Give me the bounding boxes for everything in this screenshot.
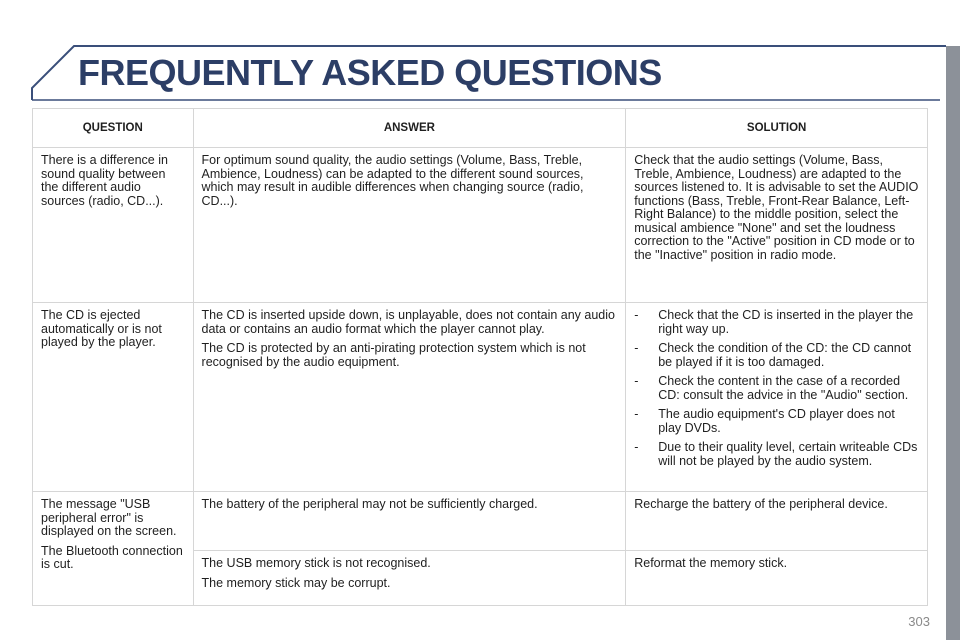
column-header-answer: ANSWER [193,109,626,148]
column-header-question: QUESTION [33,109,194,148]
answer-cell [193,148,626,303]
solution-list-item: - Due to their quality level, certain writeable CDs will not be played by the audio system. [634,441,919,468]
solution-list [634,309,919,468]
solution-cell [626,148,928,303]
question-text: The CD is ejected automatically or is not played by the player. [41,308,162,349]
question-cell [33,303,194,492]
question-text: The message "USB peripheral error" is displayed on the screen. [41,497,177,538]
solution-list-item: - The audio equipment's CD player does not play DVDs. [634,408,919,435]
answer-cell [193,551,626,606]
answer-text: For optimum sound quality, the audio settings (Volume, Bass, Treble, Ambience, Loudness) can be adapted to the different sound sources, which may result in audible differences when changing source (radio, CD...). [201,153,584,208]
solution-cell [626,303,928,492]
solution-list-item: - Check the condition of the CD: the CD cannot be played if it is too damaged. [634,342,919,369]
faq-table [32,108,928,606]
answer-text: The CD is inserted upside down, is unplayable, does not contain any audio data or contains an audio format which the player cannot play. [201,308,615,336]
column-header-solution: SOLUTION [626,109,928,148]
page-header [0,0,960,108]
solution-list-item: - Check that the CD is inserted in the player the right way up. [634,309,919,336]
page-edge-bar [946,46,960,640]
solution-cell [626,551,928,606]
solution-list-item: - Check the content in the case of a recorded CD: consult the advice in the "Audio" section. [634,375,919,402]
page-title: FREQUENTLY ASKED QUESTIONS [78,52,662,93]
answer-cell [193,492,626,551]
question-text: The Bluetooth connection is cut. [41,543,183,571]
answer-text: The battery of the peripheral may not be sufficiently charged. [201,497,538,511]
answer-cell [193,303,626,492]
solution-text: Reformat the memory stick. [634,556,788,570]
solution-text: Check that the audio settings (Volume, Bass, Treble, Ambience, Loudness) are adapted to the sources listened to. It is advisable to set the AUDIO functions (Bass, Treble, Front-Rear Balance, Left-Right Balance) to the middle position, select the musical ambience "None" and set the loudness correction to the "Active" position in CD mode or to the "Inactive" position in radio mode. [634,153,919,262]
table-row [33,492,928,551]
question-text: There is a difference in sound quality between the different audio sources (radio, CD...). [41,153,168,208]
question-cell [33,148,194,303]
solution-text: Recharge the battery of the peripheral device. [634,497,888,511]
answer-text: The memory stick may be corrupt. [201,575,391,590]
question-cell [33,492,194,606]
answer-text: The USB memory stick is not recognised. [201,556,431,570]
table-header-row [33,109,928,148]
table-row [33,148,928,303]
table-row [33,303,928,492]
solution-cell [626,492,928,551]
answer-text: The CD is protected by an anti-pirating protection system which is not recognised by the audio equipment. [201,341,586,369]
page-number: 303 [908,614,930,629]
